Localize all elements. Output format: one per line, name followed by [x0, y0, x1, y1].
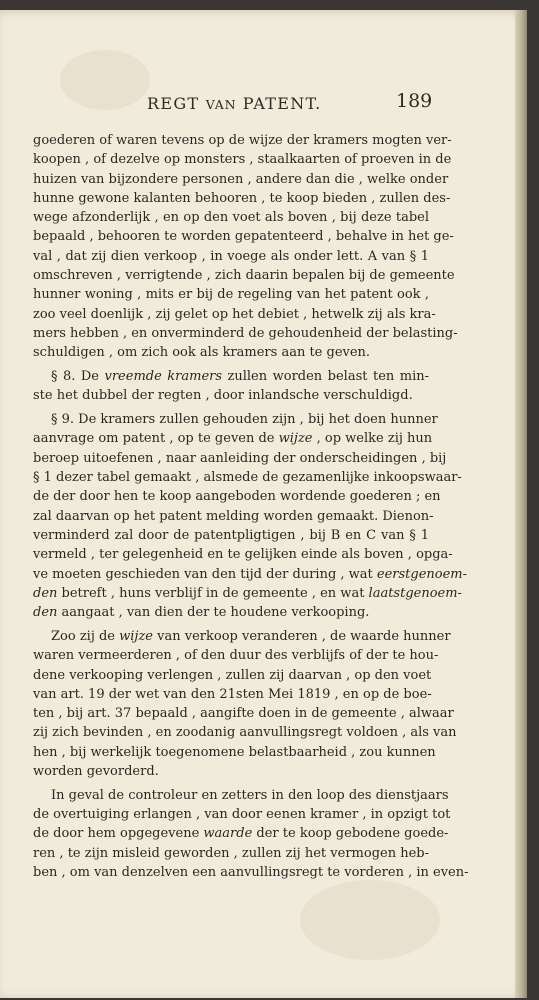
text-run: In geval de controleur en zetters in den loop des dienstjaars [51, 787, 449, 803]
title-word: REGT [147, 94, 200, 113]
text-line [33, 805, 451, 824]
text-line [33, 410, 438, 429]
text-line [33, 526, 429, 545]
italic-text: wijze [119, 628, 153, 644]
text-run: bepaald , behooren te worden gepatenteerd , behalve in het ge- [33, 229, 454, 245]
text-run: beroep uitoefenen , naar aanleiding der onderscheidingen , bij [33, 450, 447, 466]
text-run: ren , te zijn misleid geworden , zullen zij het vermogen heb- [33, 845, 429, 861]
paper-stain [300, 880, 440, 960]
text-line [33, 704, 454, 723]
italic-text: eerstgenoem- [376, 566, 468, 582]
text-line [33, 429, 433, 448]
text-line [33, 343, 429, 362]
text-run: worden gevorderd. [33, 764, 159, 779]
text-line [33, 305, 436, 324]
text-run: betreft , huns verblijf in de gemeente , en wat [57, 585, 369, 601]
text-line [33, 743, 436, 762]
text-line [33, 367, 429, 386]
text-run: hunner woning , mits er bij de regeling van het patent ook , [33, 287, 429, 303]
text-run: hen , bij werkelijk toegenomene belastbaarheid , zou kunnen [33, 744, 436, 760]
text-run: zij zich bevinden , en zoodanig aanvullingsregt voldoen , als van [33, 725, 457, 741]
text-run: de overtuiging erlangen , van door eenen kramer , in opzigt tot [33, 807, 451, 823]
text-line [33, 170, 449, 189]
text-run: ve moeten geschieden van den tijd der during , wat [33, 566, 377, 582]
text-run: zoo veel doenlijk , zij gelet op het debiet , hetwelk zij als kra- [33, 306, 436, 322]
running-header [0, 88, 527, 118]
body-text [33, 131, 469, 887]
text-run: § 8. De [51, 369, 105, 385]
italic-text: den [33, 585, 58, 601]
text-line [33, 723, 457, 742]
text-run: van art. 19 der wet van den 21sten Mei 1819 , en op de boe- [33, 686, 432, 702]
text-run: omschreven , verrigtende , zich daarin bepalen bij de gemeente [33, 268, 455, 284]
page-number: 189 [396, 90, 433, 112]
book-page [0, 10, 527, 998]
text-run: schuldigen , om zich ook als kramers aan te geven. [33, 345, 371, 361]
text-run: de door hem opgegevene [33, 826, 204, 842]
text-line [33, 545, 453, 564]
text-run: verminderd zal door de patentpligtigen , bij B en C van § 1 [33, 527, 429, 543]
text-line [33, 131, 452, 150]
text-run: goederen of waren tevens op de wijze der kramers mogten ver- [33, 133, 452, 148]
text-run: § 1 dezer tabel gemaakt , alsmede de gezamenlijke inkoopswaar- [33, 470, 462, 486]
text-line [33, 150, 452, 169]
text-line [33, 468, 462, 487]
text-run: aanvrage om patent , op te geven de [33, 431, 279, 447]
text-run: aangaat , van dien der te houdene verkooping. [57, 605, 370, 621]
text-line [33, 786, 449, 805]
italic-text: vreemde kramers [104, 369, 223, 385]
text-run: ben , om van denzelven een aanvullingsregt te vorderen , in even- [33, 864, 469, 880]
italic-text: laatstgenoem- [368, 585, 462, 601]
text-line [33, 627, 451, 646]
paragraph-p4 [33, 627, 457, 781]
text-line [33, 189, 451, 208]
text-line [33, 449, 447, 468]
text-run: § 9. De kramers zullen gehouden zijn , bij het doen hunner [51, 412, 438, 428]
paragraph-p1 [33, 131, 458, 363]
text-line [33, 324, 458, 343]
text-run: zullen worden belast ten min- [222, 369, 429, 385]
title-word: PATENT. [242, 94, 322, 113]
text-run: huizen van bijzondere personen , andere dan die , welke onder [33, 171, 449, 187]
text-run: hunne gewone kalanten behooren , te koop bieden , zullen des- [33, 190, 451, 206]
text-run: ten , bij art. 37 bepaald , aangifte doen in de gemeente , alwaar [33, 706, 454, 722]
italic-text: waarde [203, 826, 253, 842]
text-line [33, 266, 455, 285]
text-line [33, 646, 439, 665]
text-line [33, 603, 429, 622]
text-line [33, 386, 429, 405]
text-line [33, 285, 429, 304]
paragraph-p2 [33, 367, 429, 406]
text-line [33, 487, 441, 506]
text-line [33, 863, 469, 882]
text-run: van verkoop veranderen , de waarde hunner [153, 628, 451, 644]
text-run: wege afzonderlijk , en op den voet als boven , bij deze tabel [33, 210, 429, 226]
text-line [33, 565, 468, 584]
text-line [33, 824, 449, 843]
text-run: mers hebben , en onverminderd de gehoudenheid der belasting- [33, 325, 458, 341]
text-line [33, 507, 434, 526]
title-word-small: VAN [205, 97, 237, 112]
text-line [33, 666, 432, 685]
text-run: , op welke zij hun [312, 431, 433, 447]
italic-text: den [33, 605, 58, 621]
text-line [33, 584, 462, 603]
text-run: de der door hen te koop aangeboden wordende goederen ; en [33, 489, 441, 505]
running-title [147, 94, 322, 113]
text-run: Zoo zij de [51, 628, 120, 644]
text-run: vermeld , ter gelegenheid en te gelijken einde als boven , opga- [33, 547, 453, 563]
text-run: koopen , of dezelve op monsters , staalkaarten of proeven in de [33, 152, 452, 168]
text-run: der te koop gebodene goede- [252, 826, 449, 842]
text-line [33, 247, 429, 266]
text-line [33, 844, 429, 863]
paragraph-p5 [33, 786, 469, 882]
text-line [33, 208, 429, 227]
text-line [33, 762, 429, 781]
text-run: val , dat zij dien verkoop , in voege als onder lett. A van § 1 [33, 248, 429, 264]
text-line [33, 227, 454, 246]
text-run: waren vermeerderen , of den duur des verblijfs of der te hou- [33, 648, 439, 664]
text-run: ste het dubbel der regten , door inlandsche verschuldigd. [33, 388, 413, 404]
page-edge [515, 10, 527, 998]
italic-text: wijze [278, 431, 313, 447]
text-run: zal daarvan op het patent melding worden gemaakt. Dienon- [33, 508, 434, 524]
paragraph-p3 [33, 410, 468, 622]
text-run: dene verkooping verlengen , zullen zij daarvan , op den voet [33, 667, 432, 683]
text-line [33, 685, 432, 704]
